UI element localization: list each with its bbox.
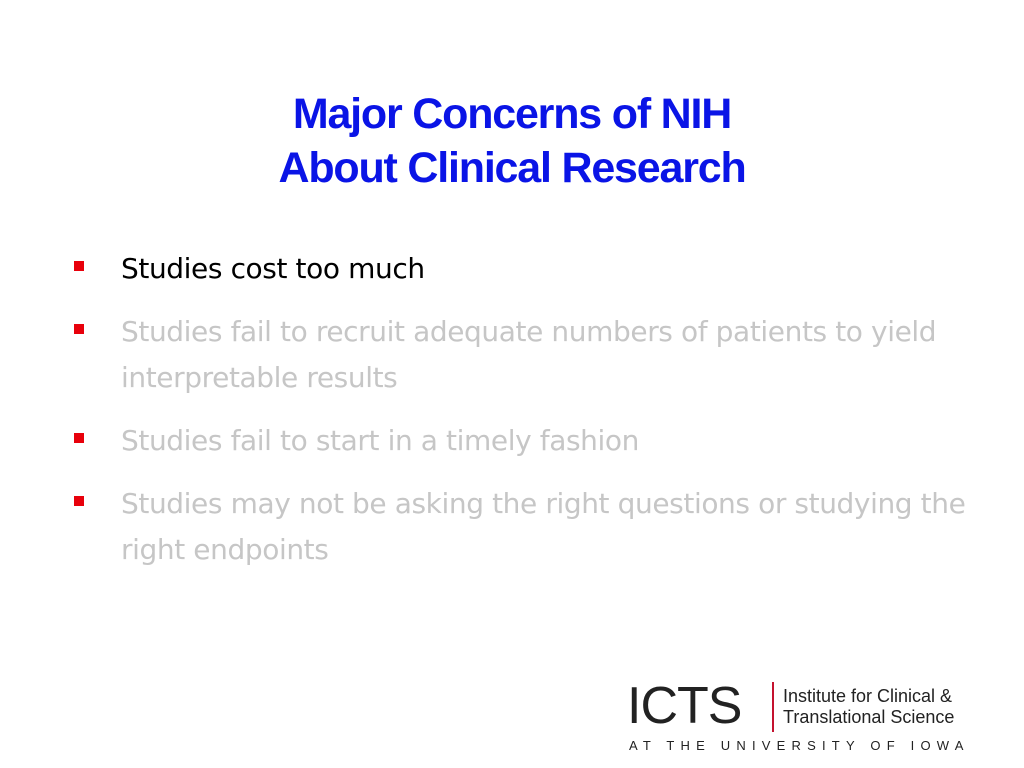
logo-institute-name [783, 686, 954, 728]
bullet-item-cost [70, 246, 970, 292]
bullet-text: Studies cost too much [121, 252, 425, 285]
bullet-square-icon [74, 261, 84, 271]
bullet-text: Studies may not be asking the right questions or studying the right endpoints [121, 487, 966, 566]
bullet-square-icon [74, 433, 84, 443]
logo-wordmark: ICTS [627, 677, 742, 735]
bullet-item-recruit [70, 309, 970, 401]
icts-logo [627, 676, 987, 756]
bullet-item-timely [70, 418, 970, 464]
logo-divider [772, 682, 774, 732]
bullet-text: Studies fail to recruit adequate numbers of patients to yield interpretable results [121, 315, 937, 394]
logo-name-line-1: Institute for Clinical & [783, 686, 953, 706]
bullet-list [70, 246, 970, 590]
logo-name-line-2: Translational Science [783, 707, 955, 727]
title-line-2: About Clinical Research [278, 143, 746, 192]
logo-university: AT THE UNIVERSITY OF IOWA [629, 738, 970, 753]
title-line-1: Major Concerns of NIH [292, 89, 732, 138]
bullet-item-questions [70, 481, 970, 573]
bullet-square-icon [74, 496, 84, 506]
bullet-square-icon [74, 324, 84, 334]
slide-title [0, 87, 1024, 195]
bullet-text: Studies fail to start in a timely fashion [121, 424, 639, 457]
